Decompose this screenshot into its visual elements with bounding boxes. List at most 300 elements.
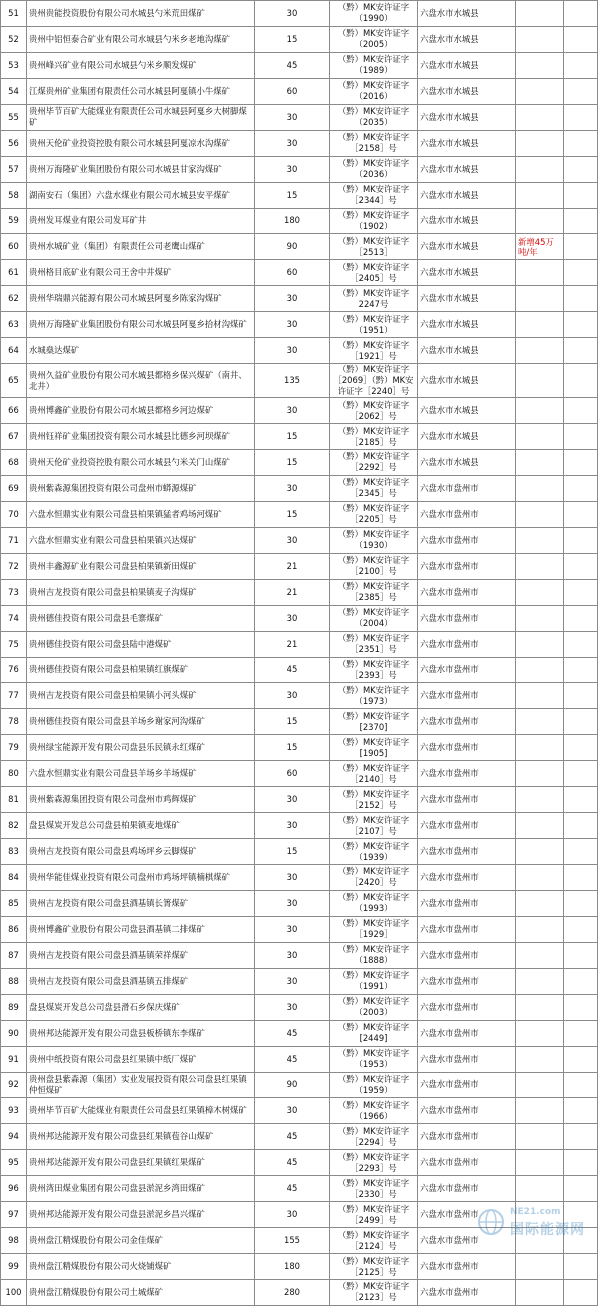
note-cell	[516, 286, 564, 312]
location-cell: 六盘水市水城县	[418, 364, 516, 398]
location-cell: 六盘水市水城县	[418, 260, 516, 286]
capacity-cell: 15	[255, 26, 330, 52]
row-number-cell: 98	[1, 1228, 27, 1254]
location-cell: 六盘水市盘州市	[418, 631, 516, 657]
location-cell: 六盘水市盘州市	[418, 605, 516, 631]
license-number-cell: （黔）MK安许证字[2449]	[330, 1020, 418, 1046]
table-row	[1, 839, 598, 865]
empty-cell	[564, 1098, 598, 1124]
empty-cell	[564, 657, 598, 683]
table-row	[1, 398, 598, 424]
company-name-cell: 贵州邦达能源开发有限公司盘县红果镇红果煤矿	[27, 1150, 255, 1176]
note-cell	[516, 709, 564, 735]
empty-cell	[564, 1072, 598, 1098]
location-cell: 六盘水市盘州市	[418, 657, 516, 683]
license-number-cell: （黔）MK安许证字［2123］号	[330, 1280, 418, 1306]
license-number-cell: （黔）MK安许证字［2124］号	[330, 1228, 418, 1254]
location-cell: 六盘水市盘州市	[418, 1098, 516, 1124]
capacity-cell: 45	[255, 52, 330, 78]
row-number-cell: 74	[1, 605, 27, 631]
capacity-cell: 135	[255, 364, 330, 398]
empty-cell	[564, 839, 598, 865]
empty-cell	[564, 1150, 598, 1176]
location-cell: 六盘水市盘州市	[418, 1072, 516, 1098]
location-cell: 六盘水市盘州市	[418, 709, 516, 735]
capacity-cell: 21	[255, 579, 330, 605]
location-cell: 六盘水市盘州市	[418, 1020, 516, 1046]
license-number-cell: （黔）MK安许证字［2185］号	[330, 424, 418, 450]
license-number-cell: （黔）MK安许证字（1902）	[330, 208, 418, 234]
company-name-cell: 贵州博鑫矿业股份有限公司水城县都格乡河边煤矿	[27, 398, 255, 424]
table-row	[1, 916, 598, 942]
license-number-cell: （黔）MK安许证字［2420］号	[330, 865, 418, 891]
location-cell: 六盘水市盘州市	[418, 761, 516, 787]
row-number-cell: 67	[1, 424, 27, 450]
license-number-cell: （黔）MK安许证字（2035）	[330, 104, 418, 130]
note-cell	[516, 26, 564, 52]
location-cell: 六盘水市水城县	[418, 78, 516, 104]
license-number-cell: （黔）MK安许证字［2292］号	[330, 450, 418, 476]
company-name-cell: 盘县煤炭开发总公司盘县滑石乡保庆煤矿	[27, 994, 255, 1020]
empty-cell	[564, 450, 598, 476]
note-cell	[516, 1, 564, 27]
table-row	[1, 605, 598, 631]
empty-cell	[564, 475, 598, 501]
note-cell	[516, 78, 564, 104]
empty-cell	[564, 761, 598, 787]
license-number-cell: （黔）MK安许证字［2405］号	[330, 260, 418, 286]
note-cell	[516, 312, 564, 338]
row-number-cell: 99	[1, 1254, 27, 1280]
table-row	[1, 312, 598, 338]
license-number-cell: （黔）MK安许证字[2370]	[330, 709, 418, 735]
location-cell: 六盘水市水城县	[418, 234, 516, 260]
capacity-cell: 30	[255, 968, 330, 994]
company-name-cell: 贵州吉龙投资有限公司盘县柏果镇麦子沟煤矿	[27, 579, 255, 605]
location-cell: 六盘水市水城县	[418, 450, 516, 476]
capacity-cell: 30	[255, 683, 330, 709]
table-row	[1, 182, 598, 208]
row-number-cell: 82	[1, 813, 27, 839]
empty-cell	[564, 890, 598, 916]
row-number-cell: 80	[1, 761, 27, 787]
table-row	[1, 156, 598, 182]
capacity-cell: 30	[255, 942, 330, 968]
table-row	[1, 1098, 598, 1124]
row-number-cell: 65	[1, 364, 27, 398]
row-number-cell: 96	[1, 1176, 27, 1202]
empty-cell	[564, 994, 598, 1020]
table-row	[1, 683, 598, 709]
table-row	[1, 501, 598, 527]
license-number-cell: （黔）MK安许证字［2385］号	[330, 579, 418, 605]
location-cell: 六盘水市盘州市	[418, 527, 516, 553]
company-name-cell: 六盘水恒鼎实业有限公司盘县羊场乡羊场煤矿	[27, 761, 255, 787]
company-name-cell: 贵州毕节百矿大能煤业有限责任公司水城县阿戛乡大树脚煤矿	[27, 104, 255, 130]
table-row	[1, 130, 598, 156]
note-cell	[516, 501, 564, 527]
license-number-cell: （黔）MK安许证字（1939）	[330, 839, 418, 865]
capacity-cell: 15	[255, 709, 330, 735]
note-cell	[516, 52, 564, 78]
row-number-cell: 85	[1, 890, 27, 916]
note-cell	[516, 683, 564, 709]
license-number-cell: （黔）MK安许证字2247号	[330, 286, 418, 312]
capacity-cell: 30	[255, 994, 330, 1020]
company-name-cell: 贵州发耳煤业有限公司发耳矿井	[27, 208, 255, 234]
capacity-cell: 45	[255, 1176, 330, 1202]
capacity-cell: 30	[255, 312, 330, 338]
note-cell	[516, 916, 564, 942]
table-row	[1, 657, 598, 683]
capacity-cell: 30	[255, 475, 330, 501]
note-cell	[516, 631, 564, 657]
capacity-cell: 180	[255, 1254, 330, 1280]
row-number-cell: 72	[1, 553, 27, 579]
location-cell: 六盘水市水城县	[418, 156, 516, 182]
capacity-cell: 30	[255, 338, 330, 364]
location-cell: 六盘水市盘州市	[418, 579, 516, 605]
table-row	[1, 994, 598, 1020]
capacity-cell: 30	[255, 156, 330, 182]
table-row	[1, 208, 598, 234]
row-number-cell: 59	[1, 208, 27, 234]
location-cell: 六盘水市盘州市	[418, 916, 516, 942]
row-number-cell: 88	[1, 968, 27, 994]
row-number-cell: 91	[1, 1046, 27, 1072]
capacity-cell: 15	[255, 735, 330, 761]
company-name-cell: 贵州久益矿业股份有限公司水城县都格乡保兴煤矿（南井、北井）	[27, 364, 255, 398]
note-cell	[516, 735, 564, 761]
company-name-cell: 六盘水恒鼎实业有限公司盘县柏果镇兴达煤矿	[27, 527, 255, 553]
capacity-cell: 180	[255, 208, 330, 234]
row-number-cell: 83	[1, 839, 27, 865]
table-row	[1, 260, 598, 286]
note-cell	[516, 839, 564, 865]
table-row	[1, 338, 598, 364]
note-cell	[516, 553, 564, 579]
note-cell	[516, 260, 564, 286]
row-number-cell: 70	[1, 501, 27, 527]
note-cell	[516, 579, 564, 605]
location-cell: 六盘水市盘州市	[418, 1254, 516, 1280]
company-name-cell: 贵州万海隆矿业集团股份有限公司水城县阿戛乡拾材沟煤矿	[27, 312, 255, 338]
table-row	[1, 450, 598, 476]
row-number-cell: 89	[1, 994, 27, 1020]
license-number-cell: （黔）MK安许证字［1929］	[330, 916, 418, 942]
company-name-cell: 贵州吉龙投资有限公司盘县鸡场坪乡云脚煤矿	[27, 839, 255, 865]
license-number-cell: （黔）MK安许证字［2062］号	[330, 398, 418, 424]
capacity-cell: 30	[255, 286, 330, 312]
empty-cell	[564, 312, 598, 338]
note-cell	[516, 182, 564, 208]
empty-cell	[564, 182, 598, 208]
capacity-cell: 45	[255, 1124, 330, 1150]
row-number-cell: 69	[1, 475, 27, 501]
row-number-cell: 62	[1, 286, 27, 312]
row-number-cell: 78	[1, 709, 27, 735]
table-row	[1, 813, 598, 839]
location-cell: 六盘水市水城县	[418, 182, 516, 208]
empty-cell	[564, 208, 598, 234]
company-name-cell: 贵州盘江精煤股份有限公司火烧铺煤矿	[27, 1254, 255, 1280]
note-cell	[516, 1124, 564, 1150]
empty-cell	[564, 527, 598, 553]
note-cell	[516, 865, 564, 891]
note-cell	[516, 761, 564, 787]
company-name-cell: 贵州邦达能源开发有限公司盘县淤泥乡昌兴煤矿	[27, 1202, 255, 1228]
table-row	[1, 78, 598, 104]
company-name-cell: 贵州德佳投资有限公司盘县毛寨煤矿	[27, 605, 255, 631]
row-number-cell: 55	[1, 104, 27, 130]
row-number-cell: 86	[1, 916, 27, 942]
row-number-cell: 95	[1, 1150, 27, 1176]
location-cell: 六盘水市盘州市	[418, 994, 516, 1020]
license-number-cell: （黔）MK安许证字［1921］号	[330, 338, 418, 364]
capacity-cell: 15	[255, 182, 330, 208]
row-number-cell: 94	[1, 1124, 27, 1150]
note-cell	[516, 787, 564, 813]
row-number-cell: 92	[1, 1072, 27, 1098]
company-name-cell: 贵州邦达能源开发有限公司盘县红果镇苞谷山煤矿	[27, 1124, 255, 1150]
company-name-cell: 贵州万海隆矿业集团股份有限公司水城县甘家沟煤矿	[27, 156, 255, 182]
license-number-cell: （黔）MK安许证字［2100］号	[330, 553, 418, 579]
capacity-cell: 30	[255, 605, 330, 631]
location-cell: 六盘水市盘州市	[418, 1046, 516, 1072]
table-row	[1, 52, 598, 78]
location-cell: 六盘水市水城县	[418, 312, 516, 338]
empty-cell	[564, 631, 598, 657]
empty-cell	[564, 104, 598, 130]
company-name-cell: 贵州华瑞鼎兴能源有限公司水城县阿戛乡陈家沟煤矿	[27, 286, 255, 312]
row-number-cell: 52	[1, 26, 27, 52]
note-cell	[516, 1098, 564, 1124]
capacity-cell: 30	[255, 916, 330, 942]
empty-cell	[564, 234, 598, 260]
capacity-cell: 30	[255, 398, 330, 424]
license-number-cell: （黔）MK安许证字［2344］号	[330, 182, 418, 208]
empty-cell	[564, 501, 598, 527]
note-cell: 新增45万吨/年	[516, 234, 564, 260]
location-cell: 六盘水市盘州市	[418, 1124, 516, 1150]
empty-cell	[564, 709, 598, 735]
company-name-cell: 贵州吉龙投资有限公司盘县酒基镇五排煤矿	[27, 968, 255, 994]
license-number-cell: （黔）MK安许证字（1989）	[330, 52, 418, 78]
license-number-cell: （黔）MK安许证字[1905]	[330, 735, 418, 761]
table-row	[1, 424, 598, 450]
table-row	[1, 234, 598, 260]
company-name-cell: 贵州中铝恒泰合矿业有限公司水城县勺米乡老地沟煤矿	[27, 26, 255, 52]
license-number-cell: （黔）MK安许证字（1959）	[330, 1072, 418, 1098]
company-name-cell: 贵州天伦矿业投资控股有限公司水城县阿戛凉水沟煤矿	[27, 130, 255, 156]
license-number-cell: （黔）MK安许证字［2069］（黔）MK安许证字［2240］号	[330, 364, 418, 398]
license-number-cell: （黔）MK安许证字（1990）	[330, 1, 418, 27]
company-name-cell: 贵州博鑫矿业股份有限公司盘县酒基镇二排煤矿	[27, 916, 255, 942]
company-name-cell: 水城燊达煤矿	[27, 338, 255, 364]
license-number-cell: （黔）MK安许证字（2016）	[330, 78, 418, 104]
note-cell	[516, 424, 564, 450]
table-row	[1, 527, 598, 553]
empty-cell	[564, 579, 598, 605]
company-name-cell: 贵州贵能投资股份有限公司水城县勺米荒田煤矿	[27, 1, 255, 27]
location-cell: 六盘水市盘州市	[418, 475, 516, 501]
empty-cell	[564, 364, 598, 398]
row-number-cell: 77	[1, 683, 27, 709]
company-name-cell: 贵州钰祥矿业集团投资有限公司水城县比德乡河坝煤矿	[27, 424, 255, 450]
row-number-cell: 81	[1, 787, 27, 813]
capacity-cell: 15	[255, 424, 330, 450]
row-number-cell: 100	[1, 1280, 27, 1306]
note-cell	[516, 1072, 564, 1098]
location-cell: 六盘水市盘州市	[418, 735, 516, 761]
company-name-cell: 贵州邦达能源开发有限公司盘县板桥镇东李煤矿	[27, 1020, 255, 1046]
note-cell	[516, 475, 564, 501]
table-row	[1, 1, 598, 27]
table-row	[1, 364, 598, 398]
note-cell	[516, 104, 564, 130]
row-number-cell: 79	[1, 735, 27, 761]
company-name-cell: 贵州峰兴矿业有限公司水城县勺米乡顺发煤矿	[27, 52, 255, 78]
company-name-cell: 贵州绿宝能源开发有限公司盘县乐民镇永红煤矿	[27, 735, 255, 761]
watermark-url: NE21.com	[510, 1207, 561, 1217]
location-cell: 六盘水市水城县	[418, 104, 516, 130]
table-body	[1, 1, 598, 1306]
capacity-cell: 45	[255, 657, 330, 683]
empty-cell	[564, 398, 598, 424]
location-cell: 六盘水市盘州市	[418, 865, 516, 891]
license-number-cell: （黔）MK安许证字［2140］号	[330, 761, 418, 787]
table-row	[1, 735, 598, 761]
license-number-cell: （黔）MK安许证字（1973）	[330, 683, 418, 709]
empty-cell	[564, 260, 598, 286]
company-name-cell: 贵州德佳投资有限公司盘县陆中港煤矿	[27, 631, 255, 657]
table-row	[1, 1124, 598, 1150]
license-number-cell: （黔）MK安许证字（2036）	[330, 156, 418, 182]
license-number-cell: （黔）MK安许证字［2345］号	[330, 475, 418, 501]
location-cell: 六盘水市水城县	[418, 338, 516, 364]
license-number-cell: （黔）MK安许证字（1951）	[330, 312, 418, 338]
company-name-cell: 贵州华能佳煤业投资有限公司盘州市鸡场坪镇楠棋煤矿	[27, 865, 255, 891]
note-cell	[516, 364, 564, 398]
note-cell	[516, 813, 564, 839]
license-number-cell: （黔）MK安许证字［2125］号	[330, 1254, 418, 1280]
capacity-cell: 30	[255, 1202, 330, 1228]
capacity-cell: 21	[255, 553, 330, 579]
company-name-cell: 贵州毕节百矿大能煤业有限责任公司盘县红果镇樟木树煤矿	[27, 1098, 255, 1124]
table-row	[1, 26, 598, 52]
row-number-cell: 76	[1, 657, 27, 683]
license-number-cell: （黔）MK安许证字［2107］号	[330, 813, 418, 839]
license-number-cell: （黔）MK安许证字（2005）	[330, 26, 418, 52]
row-number-cell: 61	[1, 260, 27, 286]
capacity-cell: 15	[255, 501, 330, 527]
row-number-cell: 66	[1, 398, 27, 424]
company-name-cell: 贵州紫森源集团投资有限公司盘州市鸡辉煤矿	[27, 787, 255, 813]
capacity-cell: 30	[255, 813, 330, 839]
location-cell: 六盘水市盘州市	[418, 839, 516, 865]
location-cell: 六盘水市水城县	[418, 1, 516, 27]
row-number-cell: 84	[1, 865, 27, 891]
row-number-cell: 75	[1, 631, 27, 657]
location-cell: 六盘水市盘州市	[418, 553, 516, 579]
empty-cell	[564, 1046, 598, 1072]
license-number-cell: （黔）MK安许证字［2158］号	[330, 130, 418, 156]
capacity-cell: 15	[255, 839, 330, 865]
company-name-cell: 贵州盘县紫森源（集团）实业发展投资有限公司盘县红果镇仲恒煤矿	[27, 1072, 255, 1098]
location-cell: 六盘水市盘州市	[418, 942, 516, 968]
capacity-cell: 30	[255, 527, 330, 553]
row-number-cell: 51	[1, 1, 27, 27]
row-number-cell: 60	[1, 234, 27, 260]
note-cell	[516, 657, 564, 683]
location-cell: 六盘水市水城县	[418, 286, 516, 312]
capacity-cell: 30	[255, 130, 330, 156]
table-row	[1, 1072, 598, 1098]
note-cell	[516, 398, 564, 424]
table-row	[1, 761, 598, 787]
row-number-cell: 73	[1, 579, 27, 605]
row-number-cell: 90	[1, 1020, 27, 1046]
table-row	[1, 1254, 598, 1280]
company-name-cell: 贵州丰鑫源矿业有限公司盘县柏果镇新田煤矿	[27, 553, 255, 579]
license-number-cell: （黔）MK安许证字［2152］号	[330, 787, 418, 813]
note-cell	[516, 208, 564, 234]
note-cell	[516, 1176, 564, 1202]
company-name-cell: 贵州盘江精煤股份有限公司土城煤矿	[27, 1280, 255, 1306]
empty-cell	[564, 735, 598, 761]
location-cell: 六盘水市盘州市	[418, 683, 516, 709]
location-cell: 六盘水市盘州市	[418, 1280, 516, 1306]
license-number-cell: （黔）MK安许证字（1930）	[330, 527, 418, 553]
company-name-cell: 贵州吉龙投资有限公司盘县酒基镇长箐煤矿	[27, 890, 255, 916]
note-cell	[516, 130, 564, 156]
capacity-cell: 30	[255, 787, 330, 813]
note-cell	[516, 156, 564, 182]
license-number-cell: （黔）MK安许证字（2004）	[330, 605, 418, 631]
table-row	[1, 1046, 598, 1072]
table-row	[1, 1280, 598, 1306]
location-cell: 六盘水市水城县	[418, 52, 516, 78]
note-cell	[516, 942, 564, 968]
note-cell	[516, 890, 564, 916]
capacity-cell: 30	[255, 890, 330, 916]
location-cell: 六盘水市水城县	[418, 208, 516, 234]
capacity-cell: 30	[255, 1, 330, 27]
table-row	[1, 1176, 598, 1202]
capacity-cell: 30	[255, 865, 330, 891]
company-name-cell: 盘县煤炭开发总公司盘县柏果镇麦地煤矿	[27, 813, 255, 839]
license-number-cell: （黔）MK安许证字［2393］号	[330, 657, 418, 683]
license-number-cell: （黔）MK安许证字［2513］	[330, 234, 418, 260]
table-row	[1, 1150, 598, 1176]
capacity-cell: 30	[255, 104, 330, 130]
empty-cell	[564, 813, 598, 839]
company-name-cell: 六盘水恒鼎实业有限公司盘县柏果镇猛者鸡场河煤矿	[27, 501, 255, 527]
table-row	[1, 631, 598, 657]
company-name-cell: 贵州德佳投资有限公司盘县羊场乡谢家河沟煤矿	[27, 709, 255, 735]
company-name-cell: 贵州中纸投资有限公司盘县红果镇中纸厂煤矿	[27, 1046, 255, 1072]
empty-cell	[564, 156, 598, 182]
capacity-cell: 45	[255, 1046, 330, 1072]
note-cell	[516, 1046, 564, 1072]
empty-cell	[564, 968, 598, 994]
row-number-cell: 54	[1, 78, 27, 104]
empty-cell	[564, 1280, 598, 1306]
capacity-cell: 30	[255, 1098, 330, 1124]
capacity-cell: 45	[255, 1020, 330, 1046]
capacity-cell: 155	[255, 1228, 330, 1254]
company-name-cell: 贵州水城矿业（集团）有限责任公司老鹰山煤矿	[27, 234, 255, 260]
